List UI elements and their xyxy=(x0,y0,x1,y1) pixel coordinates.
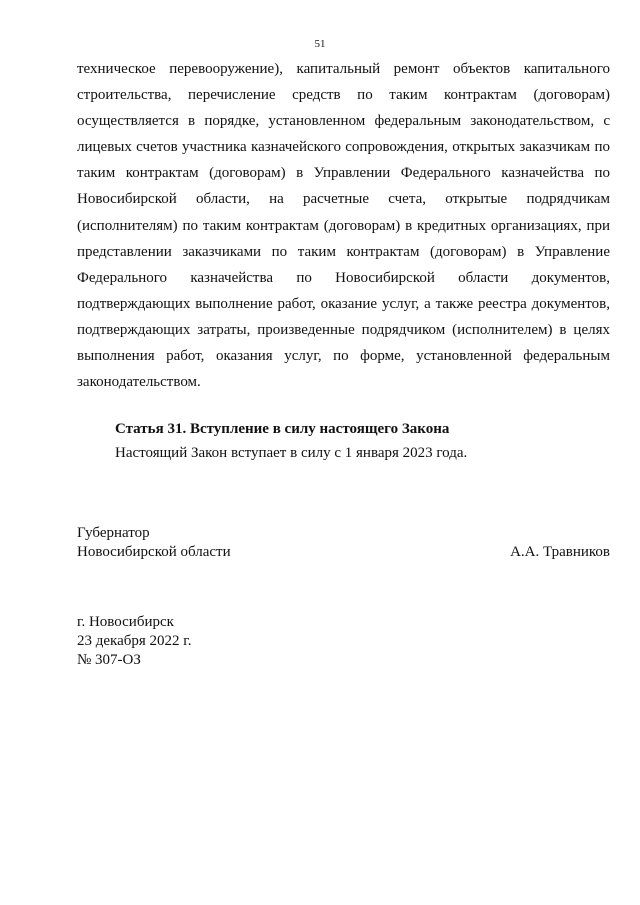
article-31 xyxy=(77,417,610,465)
issue-details xyxy=(77,613,192,670)
signatory-title-line1: Губернатор xyxy=(77,525,150,541)
signatory-name: А.А. Травников xyxy=(510,544,610,560)
signature-block xyxy=(77,524,610,562)
article-heading: Статья 31. Вступление в силу настоящего Закона xyxy=(115,421,450,437)
signatory-title-line2: Новосибирской области xyxy=(77,544,231,560)
issue-date: 23 декабря 2022 г. xyxy=(77,633,192,649)
law-number: № 307-ОЗ xyxy=(77,652,141,668)
article-text: Настоящий Закон вступает в силу с 1 января 2023 года. xyxy=(115,445,468,461)
body-paragraph: техническое перевооружение), капитальный ремонт объектов капитального строительства, перечисление средств по таким контрактам (договорам) осуществляется в порядке, установленном федеральным законодательством, с лицевых счетов участника казначейского сопровождения, открытых заказчикам по таким контрактам (договорам) в Управлении Федерального казначейства по Новосибирской области, на расчетные счета, открытые подрядчикам (исполнителям) по таким контрактам (договорам) в кредитных организациях, при представлении заказчиками по таким контрактам (договорам) в Управление Федерального казначейства по Новосибирской области документов, подтверждающих выполнение работ, оказание услуг, а также реестра документов, подтверждающих затраты, произведенные подрядчиком (исполнителем) в целях выполнения работ, оказания услуг, по форме, установленной федеральным законодательством. xyxy=(77,61,610,391)
signature-row xyxy=(77,543,610,562)
issue-place: г. Новосибирск xyxy=(77,614,174,630)
page-number: 51 xyxy=(314,38,326,50)
